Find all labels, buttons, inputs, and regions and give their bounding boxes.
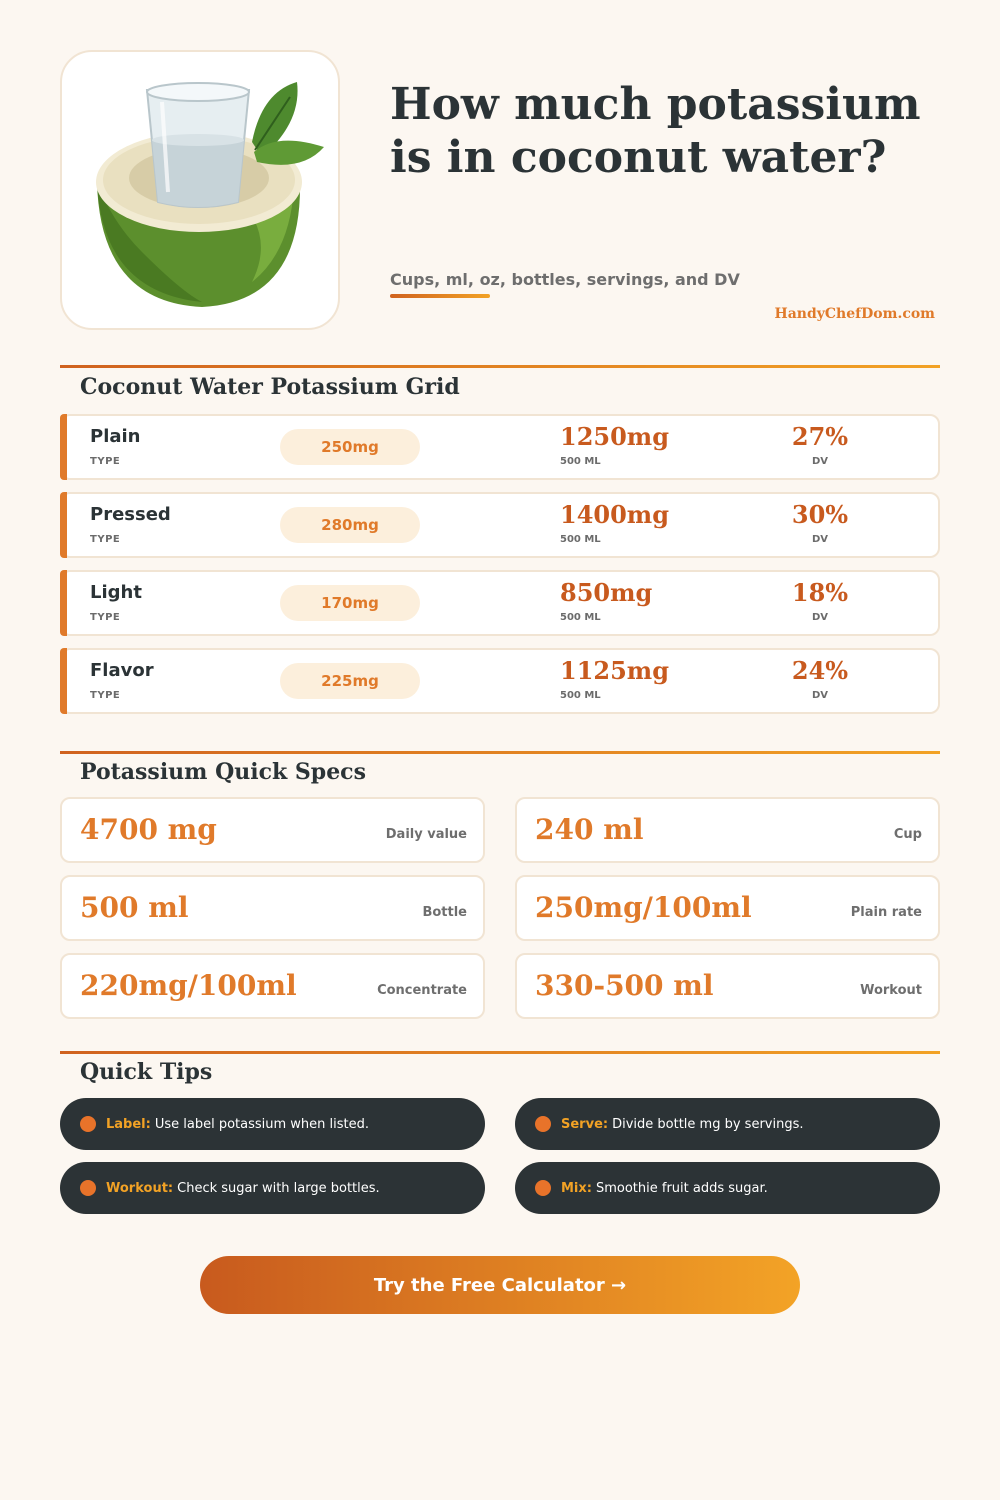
spec-value: 240 ml [535,813,644,846]
tip-item [515,1162,940,1214]
spec-value: 220mg/100ml [80,969,297,1002]
bottle-total-label: 500 ML [560,690,601,701]
grid-row-light [60,570,940,636]
spec-label: Workout [860,983,922,998]
dv-percent: 27% [791,422,849,451]
spec-value: 250mg/100ml [535,891,752,924]
specs-section-title: Potassium Quick Specs [80,759,366,785]
spec-value: 330-500 ml [535,969,714,1002]
bottle-total: 1400mg [560,500,669,529]
spec-card [515,953,940,1019]
bullet-dot-icon [535,1116,551,1132]
type-name: Pressed [90,504,171,525]
type-name: Plain [90,426,141,447]
tip-text: Smoothie fruit adds sugar. [595,1180,768,1196]
brand-link[interactable]: HandyChefDom.com [774,306,935,322]
tip-key: Label: [106,1116,151,1132]
per-100ml-badge: 280mg [280,507,420,543]
spec-card [515,797,940,863]
spec-label: Daily value [385,827,467,842]
coconut-water-glass-icon [62,52,342,332]
tip-text: Divide bottle mg by servings. [612,1116,804,1132]
row-accent [60,570,67,636]
dv-label: DV [811,534,829,545]
type-name: Flavor [90,660,154,681]
type-label: TYPE [90,612,121,623]
tip-item [515,1098,940,1150]
grid-section-title: Coconut Water Potassium Grid [80,374,460,400]
bullet-dot-icon [535,1180,551,1196]
row-accent [60,414,67,480]
type-label: TYPE [90,456,121,467]
tip-key: Serve: [561,1116,609,1132]
spec-label: Bottle [422,905,467,920]
tip-item [60,1098,485,1150]
grid-row-plain [60,414,940,480]
bottle-total-label: 500 ML [560,612,601,623]
page-subtitle: Cups, ml, oz, bottles, servings, and DV [390,270,740,289]
spec-label: Plain rate [850,905,922,920]
grid-row-flavor [60,648,940,714]
tip-key: Mix: [561,1180,592,1196]
per-100ml-badge: 225mg [280,663,420,699]
tips-section-title: Quick Tips [80,1059,213,1085]
grid-row-pressed [60,492,940,558]
bottle-total: 1250mg [560,422,669,451]
spec-card [60,953,485,1019]
dv-percent: 18% [791,578,849,607]
dv-label: DV [811,456,829,467]
per-100ml-badge: 250mg [280,429,420,465]
tip-key: Workout: [106,1180,174,1196]
bullet-dot-icon [80,1180,96,1196]
dv-percent: 30% [791,500,849,529]
bottle-total-label: 500 ML [560,534,601,545]
calculator-cta-button[interactable]: Try the Free Calculator → [200,1256,800,1314]
section-divider [60,751,940,754]
spec-label: Concentrate [377,983,467,998]
dv-label: DV [811,612,829,623]
spec-label: Cup [893,827,922,842]
tip-text: Use label potassium when listed. [154,1116,370,1132]
bullet-dot-icon [80,1116,96,1132]
dv-percent: 24% [791,656,849,685]
section-divider [60,365,940,368]
spec-card [515,875,940,941]
dv-label: DV [811,690,829,701]
row-accent [60,492,67,558]
type-label: TYPE [90,690,121,701]
type-name: Light [90,582,142,603]
page-title: How much potassium is in coconut water? [390,79,921,183]
tip-item [60,1162,485,1214]
row-accent [60,648,67,714]
spec-card [60,797,485,863]
spec-value: 500 ml [80,891,189,924]
spec-card [60,875,485,941]
spec-value: 4700 mg [80,813,217,846]
bottle-total: 1125mg [560,656,669,685]
bottle-total: 850mg [560,578,653,607]
section-divider [60,1051,940,1054]
bottle-total-label: 500 ML [560,456,601,467]
per-100ml-badge: 170mg [280,585,420,621]
hero-illustration-card [60,50,340,330]
tip-text: Check sugar with large bottles. [177,1180,380,1196]
type-label: TYPE [90,534,121,545]
subtitle-underline [390,294,490,298]
